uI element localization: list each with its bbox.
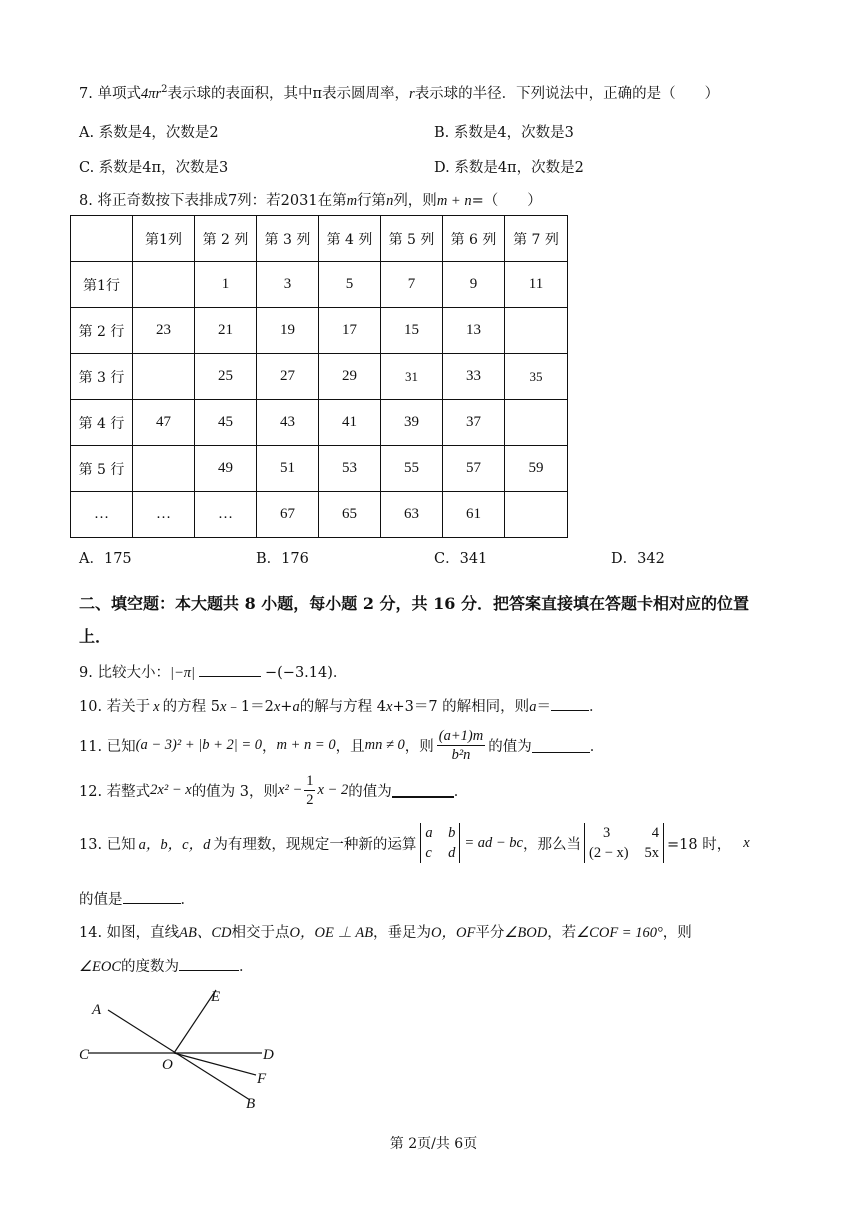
- table-cell: …: [133, 492, 195, 538]
- q10-var: x: [386, 699, 393, 715]
- table-cell: 41: [319, 400, 381, 446]
- table-cell: 35: [505, 354, 568, 400]
- table-header-cell: 第 7 列: [505, 216, 568, 262]
- q13-formula: = ad − bc: [464, 834, 523, 851]
- label-b: B: [246, 1096, 256, 1112]
- q14-answer-blank[interactable]: [179, 956, 239, 971]
- q10-text: +: [280, 699, 293, 715]
- table-cell: 3: [257, 262, 319, 308]
- table-cell: 19: [257, 308, 319, 354]
- q14-text: ，垂足为: [373, 925, 432, 941]
- q12-text: 12. 若整式: [79, 783, 151, 800]
- q8-option-b[interactable]: B．176: [256, 551, 309, 567]
- table-cell: 37: [443, 400, 505, 446]
- q10-text: +3＝7 的解相同，则: [392, 699, 530, 715]
- table-row: [71, 446, 568, 492]
- table-cell: 第 2 行: [71, 308, 133, 354]
- q14-line2: [79, 955, 254, 976]
- det-entry: 5x: [644, 845, 659, 861]
- table-row: [71, 354, 568, 400]
- q11-numerator: (a+1)m: [438, 727, 484, 744]
- q14-point: O，: [431, 925, 457, 941]
- q14-ray: OF: [456, 925, 476, 941]
- table-cell: 5: [319, 262, 381, 308]
- q10-text: ﹣1＝2: [226, 699, 274, 715]
- q14-text: 相交于点: [231, 925, 290, 941]
- table-cell: 27: [257, 354, 319, 400]
- q13-vars: a，b，c，d: [138, 836, 211, 853]
- q13-line2: [79, 888, 195, 909]
- q14-lines: AB、CD: [179, 925, 232, 941]
- q9-stem-a: 9. 比较大小：: [79, 665, 170, 681]
- q7-stem-a: 7. 单项式: [79, 86, 141, 102]
- q7-exponent: 2: [161, 84, 168, 96]
- det-entry: (2 − x): [589, 845, 629, 861]
- q14-text: ，若: [547, 925, 577, 941]
- table-row: [71, 492, 568, 538]
- q12-answer-blank[interactable]: [392, 782, 454, 798]
- ray-of: [174, 1053, 256, 1075]
- table-header-cell: [71, 216, 133, 262]
- table-cell: 13: [443, 308, 505, 354]
- ray-oe: [174, 990, 216, 1053]
- table-cell: 47: [133, 400, 195, 446]
- q8-stem-c: 列，则: [393, 193, 437, 209]
- q10-text: 的方程 5: [162, 699, 220, 715]
- table-cell: 9: [443, 262, 505, 308]
- table-cell: 第 3 行: [71, 354, 133, 400]
- section2-heading-line2: 上．: [79, 627, 112, 646]
- q7-var-r: r: [409, 86, 415, 102]
- table-cell: [505, 400, 568, 446]
- q8-var-n: n: [386, 193, 394, 209]
- table-cell: [133, 446, 195, 492]
- page-footer: 第 2页/共 6页: [389, 1136, 478, 1152]
- table-header-cell: 第 3 列: [257, 216, 319, 262]
- q10-text: ．: [588, 699, 604, 715]
- q8-option-c[interactable]: C．341: [434, 551, 488, 567]
- table-cell: 21: [195, 308, 257, 354]
- q13-stem: [79, 818, 750, 868]
- table-cell: 17: [319, 308, 381, 354]
- table-cell: 53: [319, 446, 381, 492]
- q14-text: ．: [239, 959, 254, 975]
- label-e: E: [211, 989, 221, 1005]
- label-o: O: [162, 1057, 173, 1073]
- table-cell: 15: [381, 308, 443, 354]
- q9-value: −(−3.14)．: [264, 665, 348, 681]
- q12-fraction: [304, 772, 315, 809]
- q11-fraction: [437, 727, 485, 764]
- q13-var-x: x: [743, 834, 750, 851]
- q12-text: 的值为: [348, 783, 392, 800]
- q11-condition: mn ≠ 0: [364, 736, 405, 753]
- table-row: [71, 262, 568, 308]
- q13-text: 的值是: [79, 892, 123, 908]
- table-cell: 67: [257, 492, 319, 538]
- q11-answer-blank[interactable]: [532, 738, 590, 753]
- section2-heading-line1: 二、填空题：本大题共 8 小题，每小题 2 分，共 16 分．把答案直接填在答题卡相对应的位置: [79, 594, 749, 613]
- table-cell: 61: [443, 492, 505, 538]
- q14-point: O，: [289, 925, 315, 941]
- q11-text: ，且: [335, 738, 365, 755]
- q14-angle: ∠BOD: [504, 925, 548, 941]
- q12-expression: 2x² − x: [150, 781, 192, 798]
- q12-text: ．: [453, 783, 469, 800]
- table-cell: …: [195, 492, 257, 538]
- table-cell: [133, 262, 195, 308]
- det-entry: d: [448, 845, 456, 861]
- q8-stem: [79, 189, 542, 210]
- q10-text: 的解与方程 4: [299, 699, 387, 715]
- table-cell: [505, 492, 568, 538]
- table-cell: 23: [133, 308, 195, 354]
- q13-text: =18 时，: [667, 836, 732, 853]
- label-a: A: [92, 1002, 102, 1018]
- table-cell: 55: [381, 446, 443, 492]
- q7-stem-c: 表示球的半径．下列说法中，正确的是（ ）: [414, 86, 720, 102]
- q11-denominator: b²n: [451, 746, 471, 763]
- q14-text: 平分: [475, 925, 505, 941]
- table-cell: 65: [319, 492, 381, 538]
- table-header-cell: 第 5 列: [381, 216, 443, 262]
- table-cell: 29: [319, 354, 381, 400]
- table-cell: [133, 354, 195, 400]
- label-d: D: [263, 1047, 274, 1063]
- q11-condition: m + n = 0: [276, 736, 336, 753]
- q14-text: 14. 如图，直线: [79, 925, 180, 941]
- line-ab: [108, 1010, 250, 1100]
- table-header-cell: 第 2 列: [195, 216, 257, 262]
- q12-numerator: 1: [306, 772, 314, 789]
- q13-text: 为有理数，现规定一种新的运算: [213, 836, 417, 853]
- q10-var: x: [153, 699, 160, 715]
- q13-text: ，那么当: [523, 836, 581, 853]
- table-cell: 31: [381, 354, 443, 400]
- table-cell: 59: [505, 446, 568, 492]
- table-cell: 25: [195, 354, 257, 400]
- q8-option-a[interactable]: A．175: [79, 551, 132, 567]
- table-cell: 11: [505, 262, 568, 308]
- table-cell: 49: [195, 446, 257, 492]
- q10-var: a: [529, 699, 537, 715]
- q14-stem: [79, 921, 692, 942]
- table-cell: 45: [195, 400, 257, 446]
- q7-option-c[interactable]: C. 系数是4π，次数是3: [79, 160, 229, 176]
- q12-denominator: 2: [306, 791, 314, 808]
- table-header-cell: 第 6 列: [443, 216, 505, 262]
- table-cell: 57: [443, 446, 505, 492]
- table-cell: 63: [381, 492, 443, 538]
- q8-stem-a: 8. 将正奇数按下表排成7列：若2031在第: [79, 193, 347, 209]
- table-cell: 第 4 行: [71, 400, 133, 446]
- table-cell: …: [71, 492, 133, 538]
- q13-determinant: [584, 823, 664, 863]
- q7-option-d[interactable]: D. 系数是4π，次数是2: [434, 160, 584, 176]
- q10-var: a: [292, 699, 300, 715]
- q10-answer-blank[interactable]: [551, 696, 589, 711]
- table-cell: 51: [257, 446, 319, 492]
- table-cell: 第1行: [71, 262, 133, 308]
- q13-text: ．: [180, 892, 195, 908]
- q14-angle: ∠EOC: [79, 959, 121, 975]
- table-cell: 43: [257, 400, 319, 446]
- q7-monomial: 4πr: [140, 86, 162, 102]
- det-entry: 3: [603, 825, 611, 841]
- q12-stem: [79, 770, 468, 810]
- table-cell: 第 5 行: [71, 446, 133, 492]
- label-c: C: [79, 1047, 90, 1063]
- q11-text: 的值为: [488, 738, 532, 755]
- q11-stem: [79, 724, 604, 766]
- q8-expr: m + n: [436, 193, 472, 209]
- det-entry: c: [425, 845, 432, 861]
- label-f: F: [257, 1071, 267, 1087]
- q11-text: ，则: [404, 738, 434, 755]
- q12-expression: x − 2: [317, 781, 349, 798]
- q11-text: ．: [589, 738, 605, 755]
- q11-text: 11. 已知: [79, 738, 136, 755]
- q14-angle: ∠COF = 160°: [576, 925, 663, 941]
- table-cell: 39: [381, 400, 443, 446]
- q14-text: 的度数为: [121, 959, 179, 975]
- q7-option-b[interactable]: B. 系数是4，次数是3: [434, 125, 574, 141]
- q9-stem: [79, 661, 347, 682]
- q8-stem-b: 行第: [357, 193, 387, 209]
- q10-text: 10. 若关于: [79, 699, 151, 715]
- det-entry: a: [425, 825, 433, 841]
- q8-option-d[interactable]: D．342: [611, 551, 665, 567]
- q11-text: ，: [262, 738, 277, 755]
- q10-var: x: [273, 699, 281, 715]
- table-cell: [505, 308, 568, 354]
- table-cell: 33: [443, 354, 505, 400]
- q13-text: 13. 已知: [79, 836, 136, 853]
- q7-stem: [79, 82, 719, 103]
- q9-abs-pi: |−π|: [169, 665, 195, 681]
- table-header-cell: 第1列: [133, 216, 195, 262]
- q14-text: ，则: [662, 925, 692, 941]
- q14-perpendicular: OE ⊥ AB: [314, 925, 374, 941]
- q12-expression: x² −: [278, 781, 303, 798]
- q8-stem-d: =（ ）: [471, 193, 542, 209]
- table-header-row: [71, 216, 568, 262]
- q7-stem-b: 表示球的表面积，其中π表示圆周率，: [167, 86, 410, 102]
- q13-determinant-def: [420, 823, 460, 863]
- q12-text: 的值为 3，则: [191, 783, 279, 800]
- q8-var-m: m: [346, 193, 358, 209]
- q10-stem: [79, 695, 603, 716]
- q10-text: ＝: [536, 699, 551, 715]
- q11-condition: (a − 3)² + |b + 2| = 0: [135, 736, 263, 753]
- det-entry: 4: [651, 825, 659, 841]
- q13-answer-blank[interactable]: [123, 889, 181, 904]
- table-row: [71, 308, 568, 354]
- det-entry: b: [448, 825, 456, 841]
- table-cell: 7: [381, 262, 443, 308]
- q7-option-a[interactable]: A. 系数是4，次数是2: [79, 125, 219, 141]
- odd-number-table: [70, 215, 568, 538]
- table-header-cell: 第 4 列: [319, 216, 381, 262]
- q14-geometry-figure: [70, 980, 290, 1115]
- table-cell: 1: [195, 262, 257, 308]
- table-row: [71, 400, 568, 446]
- q9-answer-blank[interactable]: [199, 662, 261, 677]
- q10-var: x: [219, 699, 227, 715]
